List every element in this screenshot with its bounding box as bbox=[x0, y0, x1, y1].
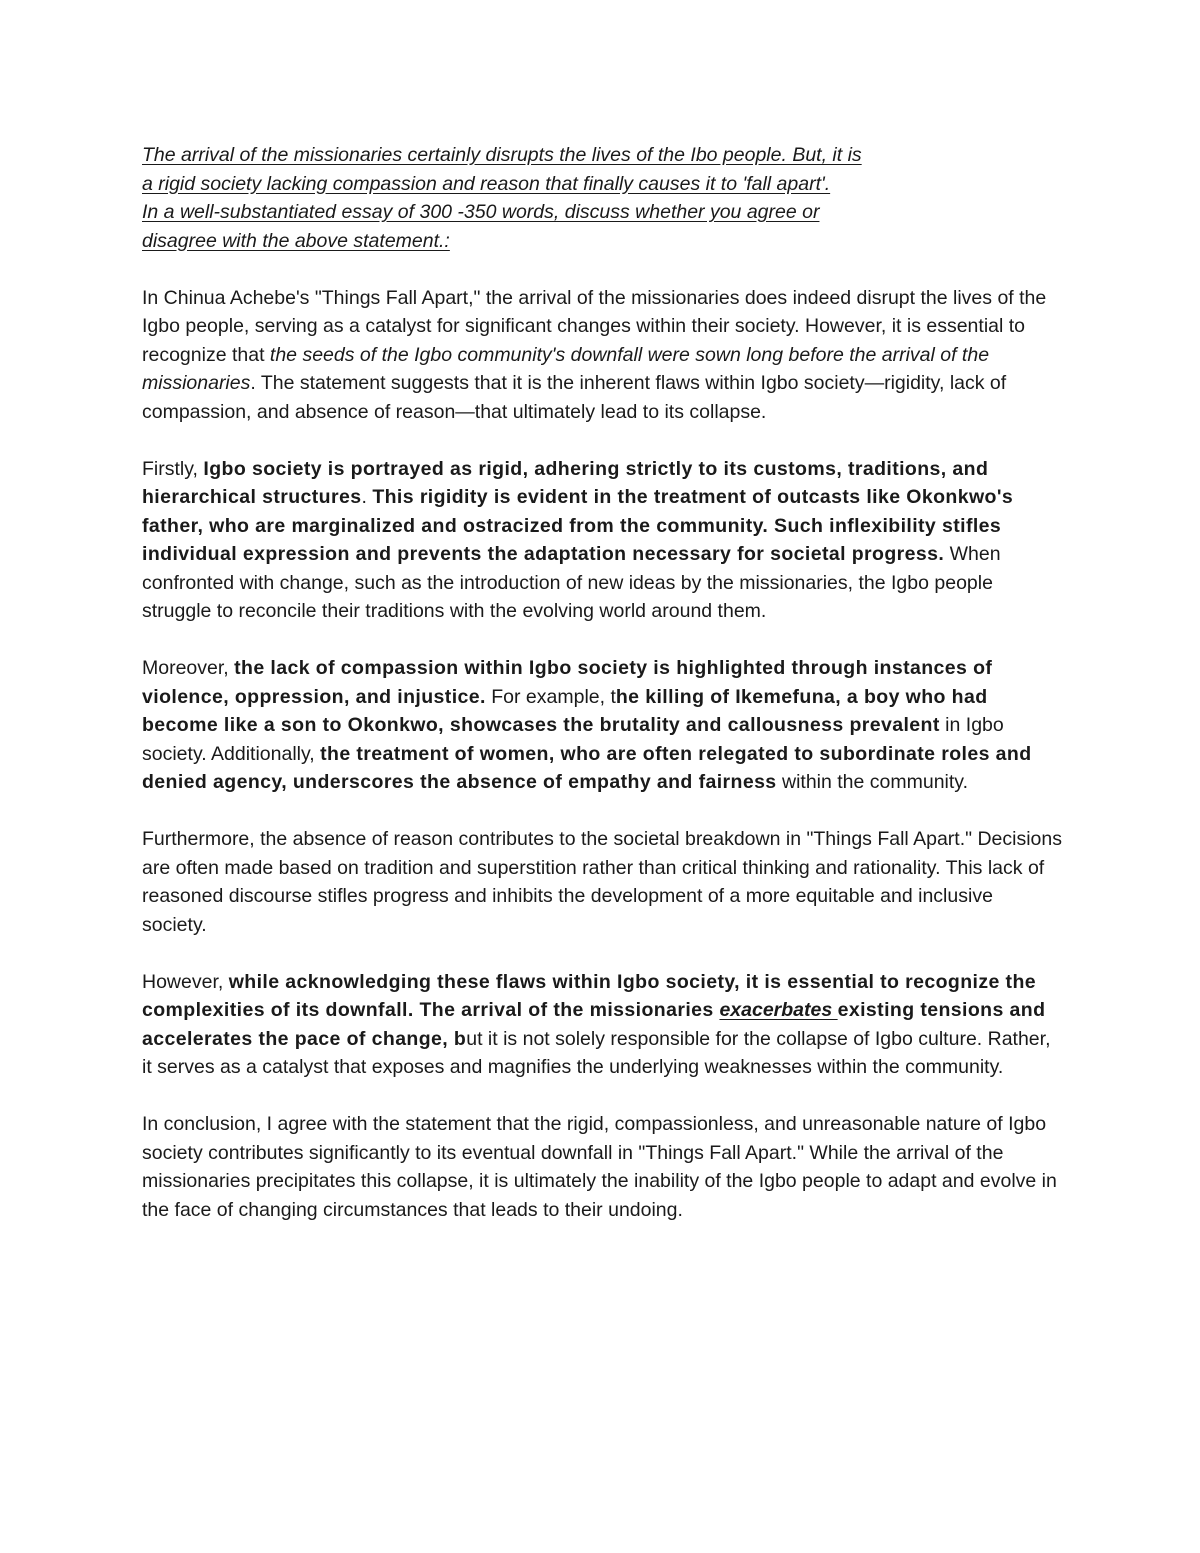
rigidity-text-2: . bbox=[361, 486, 373, 508]
prompt-line-1: The arrival of the missionaries certainly disrupts the lives of the Ibo people. But, it is bbox=[142, 144, 862, 166]
complexities-underlined: exacerbates bbox=[719, 999, 838, 1021]
compassion-text-4: within the community. bbox=[776, 771, 969, 793]
paragraph-introduction bbox=[142, 284, 1062, 427]
complexities-bold-1: while acknowledging these flaws within Igbo society, it is essential to recognize the complexities of its downfall. The arrival of the missionaries bbox=[142, 970, 1036, 1021]
compassion-bold-3: the treatment of women, who are often relegated to subordinate roles and denied agency, underscores the absence of empathy and fairness bbox=[142, 742, 1032, 793]
document-body bbox=[142, 141, 1062, 1253]
rigidity-bold-1: Igbo society is portrayed as rigid, adhering strictly to its customs, traditions, and hierarchical structures bbox=[142, 457, 989, 508]
rigidity-text-3: When confronted with change, such as the introduction of new ideas by the missionaries, the Igbo people struggle to reconcile their traditions with the evolving world around them. bbox=[142, 543, 1001, 622]
complexities-bold-2: existing tensions and accelerates the pace of change, b bbox=[142, 999, 1046, 1050]
prompt-line-4: disagree with the above statement.: bbox=[142, 229, 450, 252]
complexities-text-2: ut it is not solely responsible for the collapse of Igbo culture. Rather, it serves as a catalyst that exposes and magnifies the underlying weaknesses within the community. bbox=[142, 1027, 1051, 1078]
essay-prompt bbox=[142, 141, 942, 255]
intro-italic: the seeds of the Igbo community's downfall were sown long before the arrival of the missionaries bbox=[142, 343, 990, 394]
paragraph-reason bbox=[142, 825, 1062, 939]
paragraph-conclusion bbox=[142, 1110, 1062, 1224]
paragraph-rigidity bbox=[142, 455, 1062, 626]
reason-text-1: Furthermore, the absence of reason contributes to the societal breakdown in "Things Fall Apart." Decisions are often made based on tradition and superstition rather than critical thinking and rationality. This lack of reasoned discourse stifles progress and inhibits the development of a more equitable and inclusive society. bbox=[142, 828, 1062, 936]
intro-text-2: . The statement suggests that it is the inherent flaws within Igbo society—rigidity, lack of compassion, and absence of reason—that ultimately lead to its collapse. bbox=[142, 372, 1007, 423]
compassion-text-3: in Igbo society. Additionally, bbox=[142, 714, 1004, 765]
paragraph-compassion bbox=[142, 654, 1062, 797]
complexities-text-1: However, bbox=[142, 970, 229, 993]
intro-text-1: In Chinua Achebe's "Things Fall Apart," the arrival of the missionaries does indeed disrupt the lives of the Igbo people, serving as a catalyst for significant changes within their society. However, it is essential to recognize that bbox=[142, 286, 1047, 366]
compassion-bold-1: the lack of compassion within Igbo society is highlighted through instances of violence, oppression, and injustice. bbox=[142, 657, 993, 708]
compassion-text-2: For example, t bbox=[485, 685, 616, 708]
paragraph-complexities bbox=[142, 968, 1062, 1082]
conclusion-text-1: In conclusion, I agree with the statement that the rigid, compassionless, and unreasonable nature of Igbo society contributes significantly to its eventual downfall in "Things Fall Apart." While the arrival of the missionaries precipitates this collapse, it is ultimately the inability of the Igbo people to adapt and evolve in the face of changing circumstances that leads to their undoing. bbox=[142, 1113, 1057, 1221]
rigidity-text-1: Firstly, bbox=[142, 457, 204, 480]
prompt-line-2: a rigid society lacking compassion and reason that finally causes it to 'fall apart'. bbox=[142, 172, 831, 195]
compassion-text-1: Moreover, bbox=[142, 657, 235, 679]
rigidity-bold-2: This rigidity is evident in the treatment of outcasts like Okonkwo's father, who are marginalized and ostracized from the community. Such inflexibility stifles individual expression and prevents the adaptation necessary for societal progress. bbox=[142, 486, 1014, 565]
prompt-line-3: In a well-substantiated essay of 300 -350 words, discuss whether you agree or bbox=[142, 201, 820, 223]
compassion-bold-2: he killing of Ikemefuna, a boy who had become like a son to Okonkwo, showcases the brutality and callousness prevalent bbox=[142, 685, 988, 736]
